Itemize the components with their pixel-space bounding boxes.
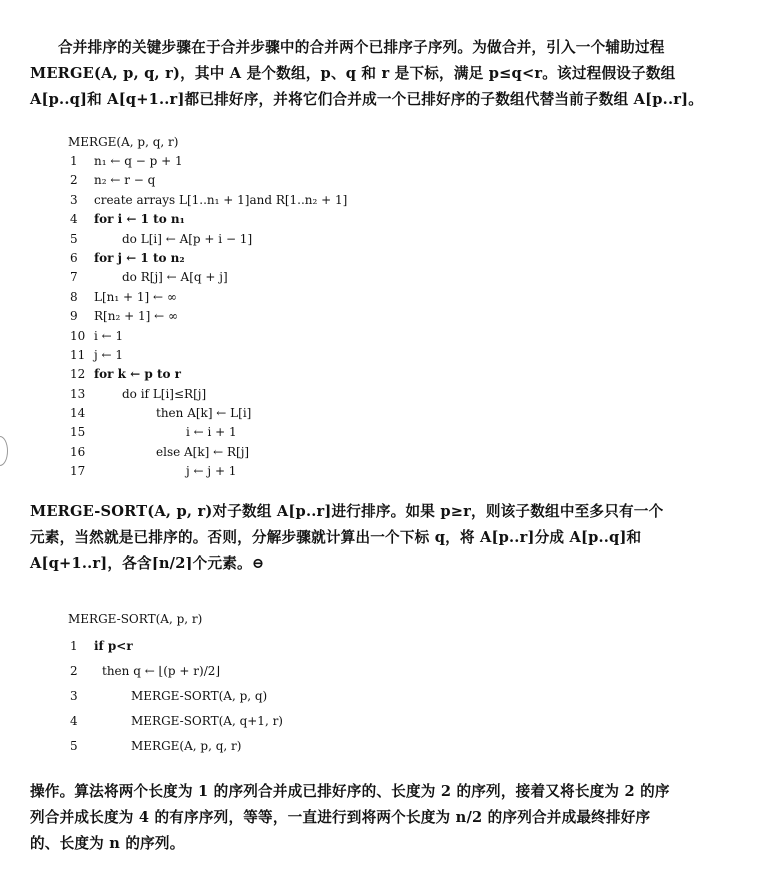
line-number: 15 xyxy=(70,425,86,440)
merge-pseudocode xyxy=(68,132,347,482)
code-line xyxy=(68,230,347,249)
description-line: A[q+1..r]，各含⌈n/2⌉个元素。⊖ xyxy=(30,555,265,572)
line-number: 5 xyxy=(70,739,78,753)
code-line xyxy=(68,210,347,229)
code-line xyxy=(68,191,347,210)
code-line xyxy=(68,684,283,709)
code-line xyxy=(68,268,347,287)
code-text: do L[i] ← A[p + i − 1] xyxy=(122,231,253,246)
code-text: MERGE-SORT(A, p, q) xyxy=(131,689,268,703)
line-number: 2 xyxy=(70,664,78,678)
code-line xyxy=(68,346,347,365)
code-line xyxy=(68,327,347,346)
code-text: i ← 1 xyxy=(94,328,124,343)
code-line xyxy=(68,443,347,462)
line-number: 16 xyxy=(70,444,86,459)
code-line xyxy=(68,659,283,684)
code-text: create arrays L[1..n₁ + 1]and R[1..n₂ + 1] xyxy=(94,192,348,207)
code-text: for i ← 1 to n₁ xyxy=(94,212,185,227)
line-number: 3 xyxy=(70,689,78,703)
line-number: 8 xyxy=(70,289,78,304)
closing-line: 操作。算法将两个长度为 1 的序列合并成已排好序的、长度为 2 的序列，接着又将长度为 2 的序 xyxy=(30,783,670,800)
line-number: 7 xyxy=(70,270,78,285)
merge-title: MERGE(A, p, q, r) xyxy=(68,135,179,149)
page-edge-mark xyxy=(0,436,8,466)
intro-paragraph xyxy=(30,35,735,113)
intro-line: MERGE(A, p, q, r)，其中 A 是个数组，p、q 和 r 是下标，满足 p≤q<r。该过程假设子数组 xyxy=(30,65,676,82)
line-number: 1 xyxy=(70,639,78,653)
intro-line: A[p..q]和 A[q+1..r]都已排好序，并将它们合并成一个已排好序的子数组代替当前子数组 A[p..r]。 xyxy=(30,91,704,108)
line-number: 14 xyxy=(70,406,86,421)
code-line xyxy=(68,171,347,190)
code-text: i ← i + 1 xyxy=(186,425,237,440)
code-text: then q ← ⌊(p + r)/2⌋ xyxy=(102,664,221,678)
merge-sort-title: MERGE-SORT(A, p, r) xyxy=(68,612,203,626)
line-number: 9 xyxy=(70,309,78,324)
code-line xyxy=(68,734,283,759)
code-text: MERGE-SORT(A, q+1, r) xyxy=(131,714,283,728)
line-number: 4 xyxy=(70,212,78,227)
code-text: n₁ ← q − p + 1 xyxy=(94,154,183,168)
code-text: for j ← 1 to n₂ xyxy=(94,250,185,265)
code-text: else A[k] ← R[j] xyxy=(156,444,250,459)
code-line xyxy=(68,152,347,171)
line-number: 2 xyxy=(70,173,78,188)
line-number: 4 xyxy=(70,714,78,728)
code-text: then A[k] ← L[i] xyxy=(156,406,252,421)
code-text: R[n₂ + 1] ← ∞ xyxy=(94,309,178,324)
line-number: 13 xyxy=(70,386,86,401)
line-number: 3 xyxy=(70,192,78,207)
closing-line: 列合并成长度为 4 的有序序列，等等，一直进行到将两个长度为 n/2 的序列合并成最终排好序 xyxy=(30,809,651,826)
code-line xyxy=(68,249,347,268)
code-text: L[n₁ + 1] ← ∞ xyxy=(94,289,177,304)
merge-sort-description xyxy=(30,499,735,577)
line-number: 11 xyxy=(70,347,86,362)
line-number: 17 xyxy=(70,464,86,479)
code-line xyxy=(68,634,283,659)
code-line xyxy=(68,462,347,481)
code-text: j ← 1 xyxy=(94,347,124,362)
line-number: 10 xyxy=(70,328,86,343)
code-text: j ← j + 1 xyxy=(186,464,237,479)
line-number: 6 xyxy=(70,250,78,265)
code-line xyxy=(68,288,347,307)
code-line xyxy=(68,404,347,423)
code-line xyxy=(68,365,347,384)
closing-paragraph xyxy=(30,779,735,857)
description-line: MERGE-SORT(A, p, r)对子数组 A[p..r]进行排序。如果 p≥r，则该子数组中至多只有一个 xyxy=(30,503,664,520)
intro-line: 合并排序的关键步骤在于合并步骤中的合并两个已排序子序列。为做合并，引入一个辅助过程 xyxy=(58,39,665,56)
code-text: for k ← p to r xyxy=(94,367,182,382)
line-number: 12 xyxy=(70,367,86,382)
line-number: 5 xyxy=(70,231,78,246)
code-text: if p<r xyxy=(94,639,133,653)
code-text: do if L[i]≤R[j] xyxy=(122,386,207,401)
code-line xyxy=(68,423,347,442)
code-text: n₂ ← r − q xyxy=(94,173,156,188)
closing-line: 的、长度为 n 的序列。 xyxy=(30,835,185,852)
code-text: MERGE(A, p, q, r) xyxy=(131,739,242,753)
code-line xyxy=(68,385,347,404)
code-line xyxy=(68,709,283,734)
code-line xyxy=(68,307,347,326)
code-text: do R[j] ← A[q + j] xyxy=(122,270,228,285)
merge-sort-pseudocode xyxy=(68,604,283,759)
line-number: 1 xyxy=(70,154,78,168)
description-line: 元素，当然就是已排序的。否则，分解步骤就计算出一个下标 q，将 A[p..r]分成 A[p..q]和 xyxy=(30,529,642,546)
